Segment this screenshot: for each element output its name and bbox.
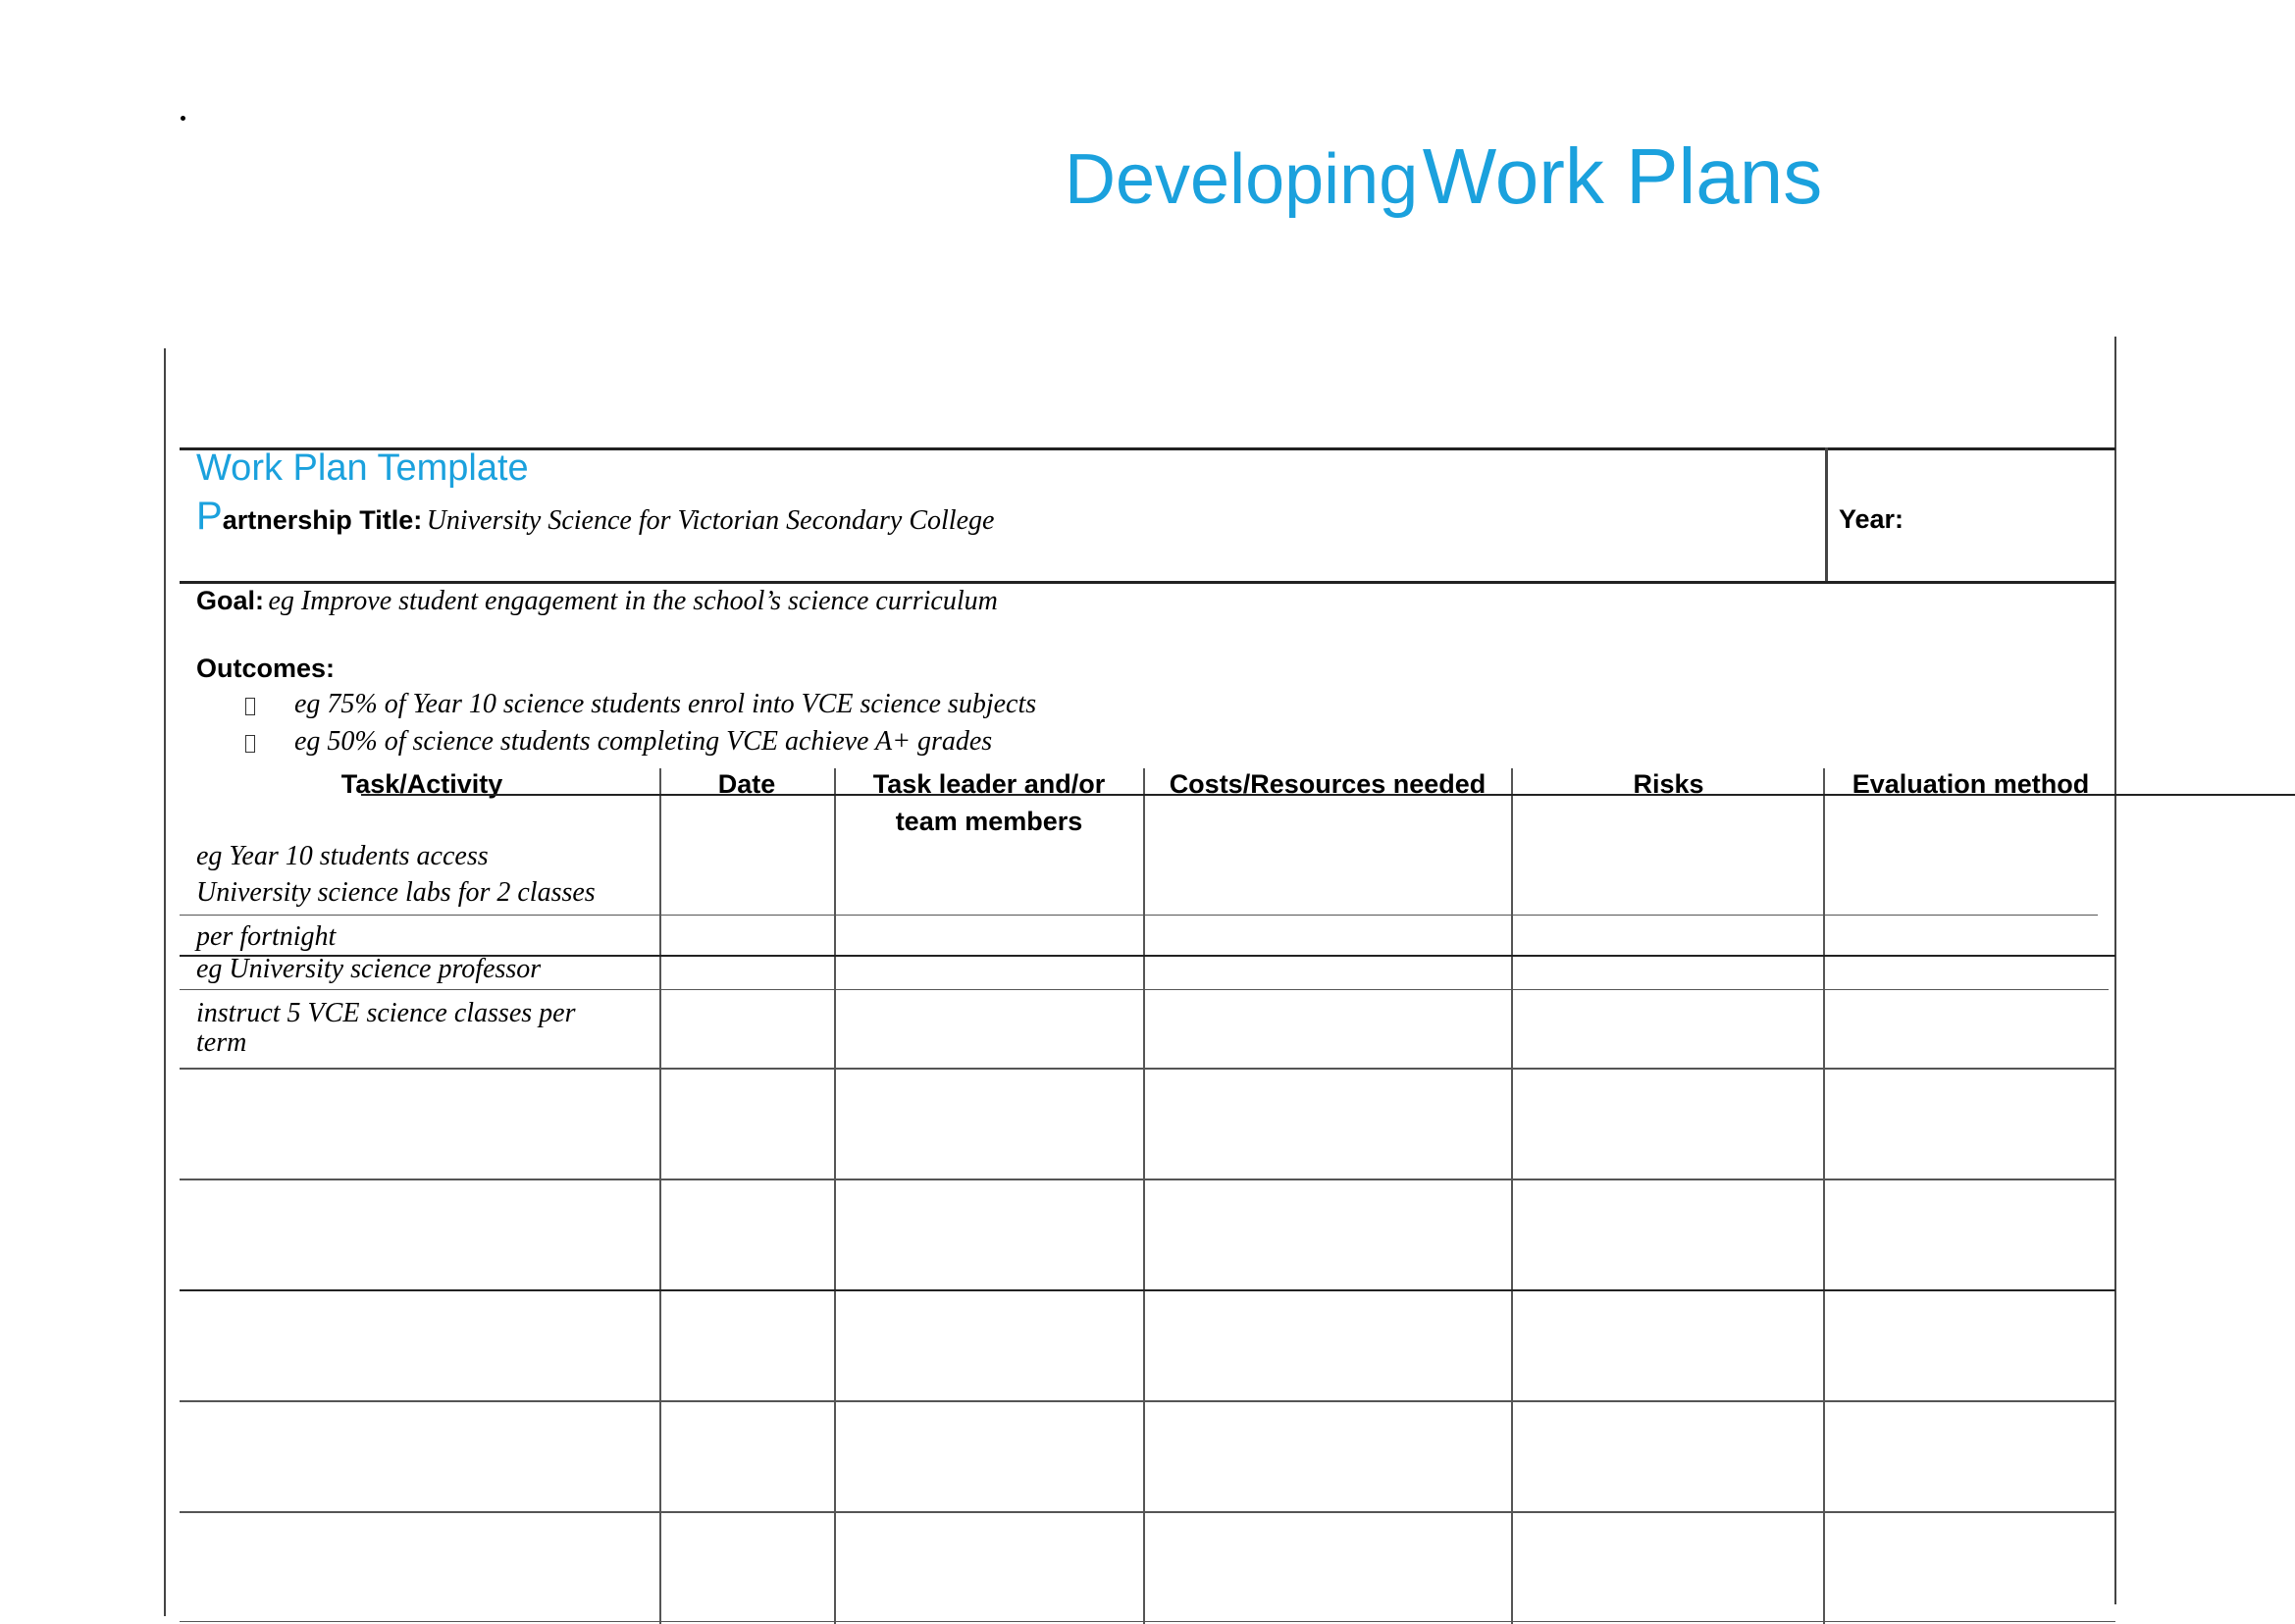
row-rule [180, 915, 2098, 916]
goal-value: eg Improve student engagement in the school’s science curriculum [268, 586, 998, 616]
col-divider [834, 768, 836, 1624]
outcome-item: eg 50% of science students completing VCE achieve A+ grades [245, 726, 992, 758]
goal-label: Goal: [196, 586, 265, 615]
header-date: Date [717, 769, 776, 799]
stray-bullet [181, 116, 185, 121]
header-bottom-rule [180, 581, 2115, 584]
header-evaluation: Evaluation method [1852, 769, 2090, 799]
year-divider [1825, 447, 1828, 583]
table-cell-task: eg Year 10 students access [196, 841, 489, 871]
header-task-activity: Task/Activity [340, 769, 503, 799]
outcome-item: eg 75% of Year 10 science students enrol into VCE science subjects [245, 689, 1036, 720]
partnership-initial: P [196, 495, 223, 538]
row-rule [180, 989, 2109, 990]
row-rule [180, 1179, 2115, 1180]
col-divider [1143, 768, 1145, 1624]
row-rule [180, 1511, 2115, 1513]
table-cell-task: instruct 5 VCE science classes per [196, 998, 576, 1028]
table-cell-task: University science labs for 2 classes [196, 877, 596, 908]
outcomes-label: Outcomes: [196, 654, 336, 683]
goal [196, 586, 998, 617]
row-rule [180, 1621, 2115, 1622]
table-left-border [164, 348, 166, 1616]
col-divider [659, 768, 661, 1624]
header-task-leader: Task leader and/or team members [872, 769, 1106, 836]
document-title: Developing Work Plans [1065, 132, 1823, 220]
table-cell-task: per fortnight [196, 921, 337, 952]
col-divider [1511, 768, 1513, 1624]
header-row-rule [361, 794, 2295, 796]
col-divider [1823, 768, 1825, 1624]
table-cell-task: term [196, 1027, 247, 1058]
partnership-title [196, 497, 994, 536]
year-label: Year: [1839, 504, 1904, 534]
checkbox-icon [245, 735, 255, 753]
partnership-label: artnership Title: [222, 505, 423, 535]
template-title: Work Plan Template [196, 447, 529, 489]
partnership-value: University Science for Victorian Secondary College [426, 505, 995, 536]
header-costs: Costs/Resources needed [1169, 769, 1487, 799]
table-cell-task: eg University science professor [196, 954, 542, 984]
header-risks: Risks [1633, 769, 1704, 799]
row-rule [180, 1068, 2115, 1070]
table-right-border [2114, 337, 2116, 1604]
row-rule [180, 1289, 2115, 1291]
checkbox-icon [245, 698, 255, 715]
row-rule [180, 1400, 2115, 1402]
